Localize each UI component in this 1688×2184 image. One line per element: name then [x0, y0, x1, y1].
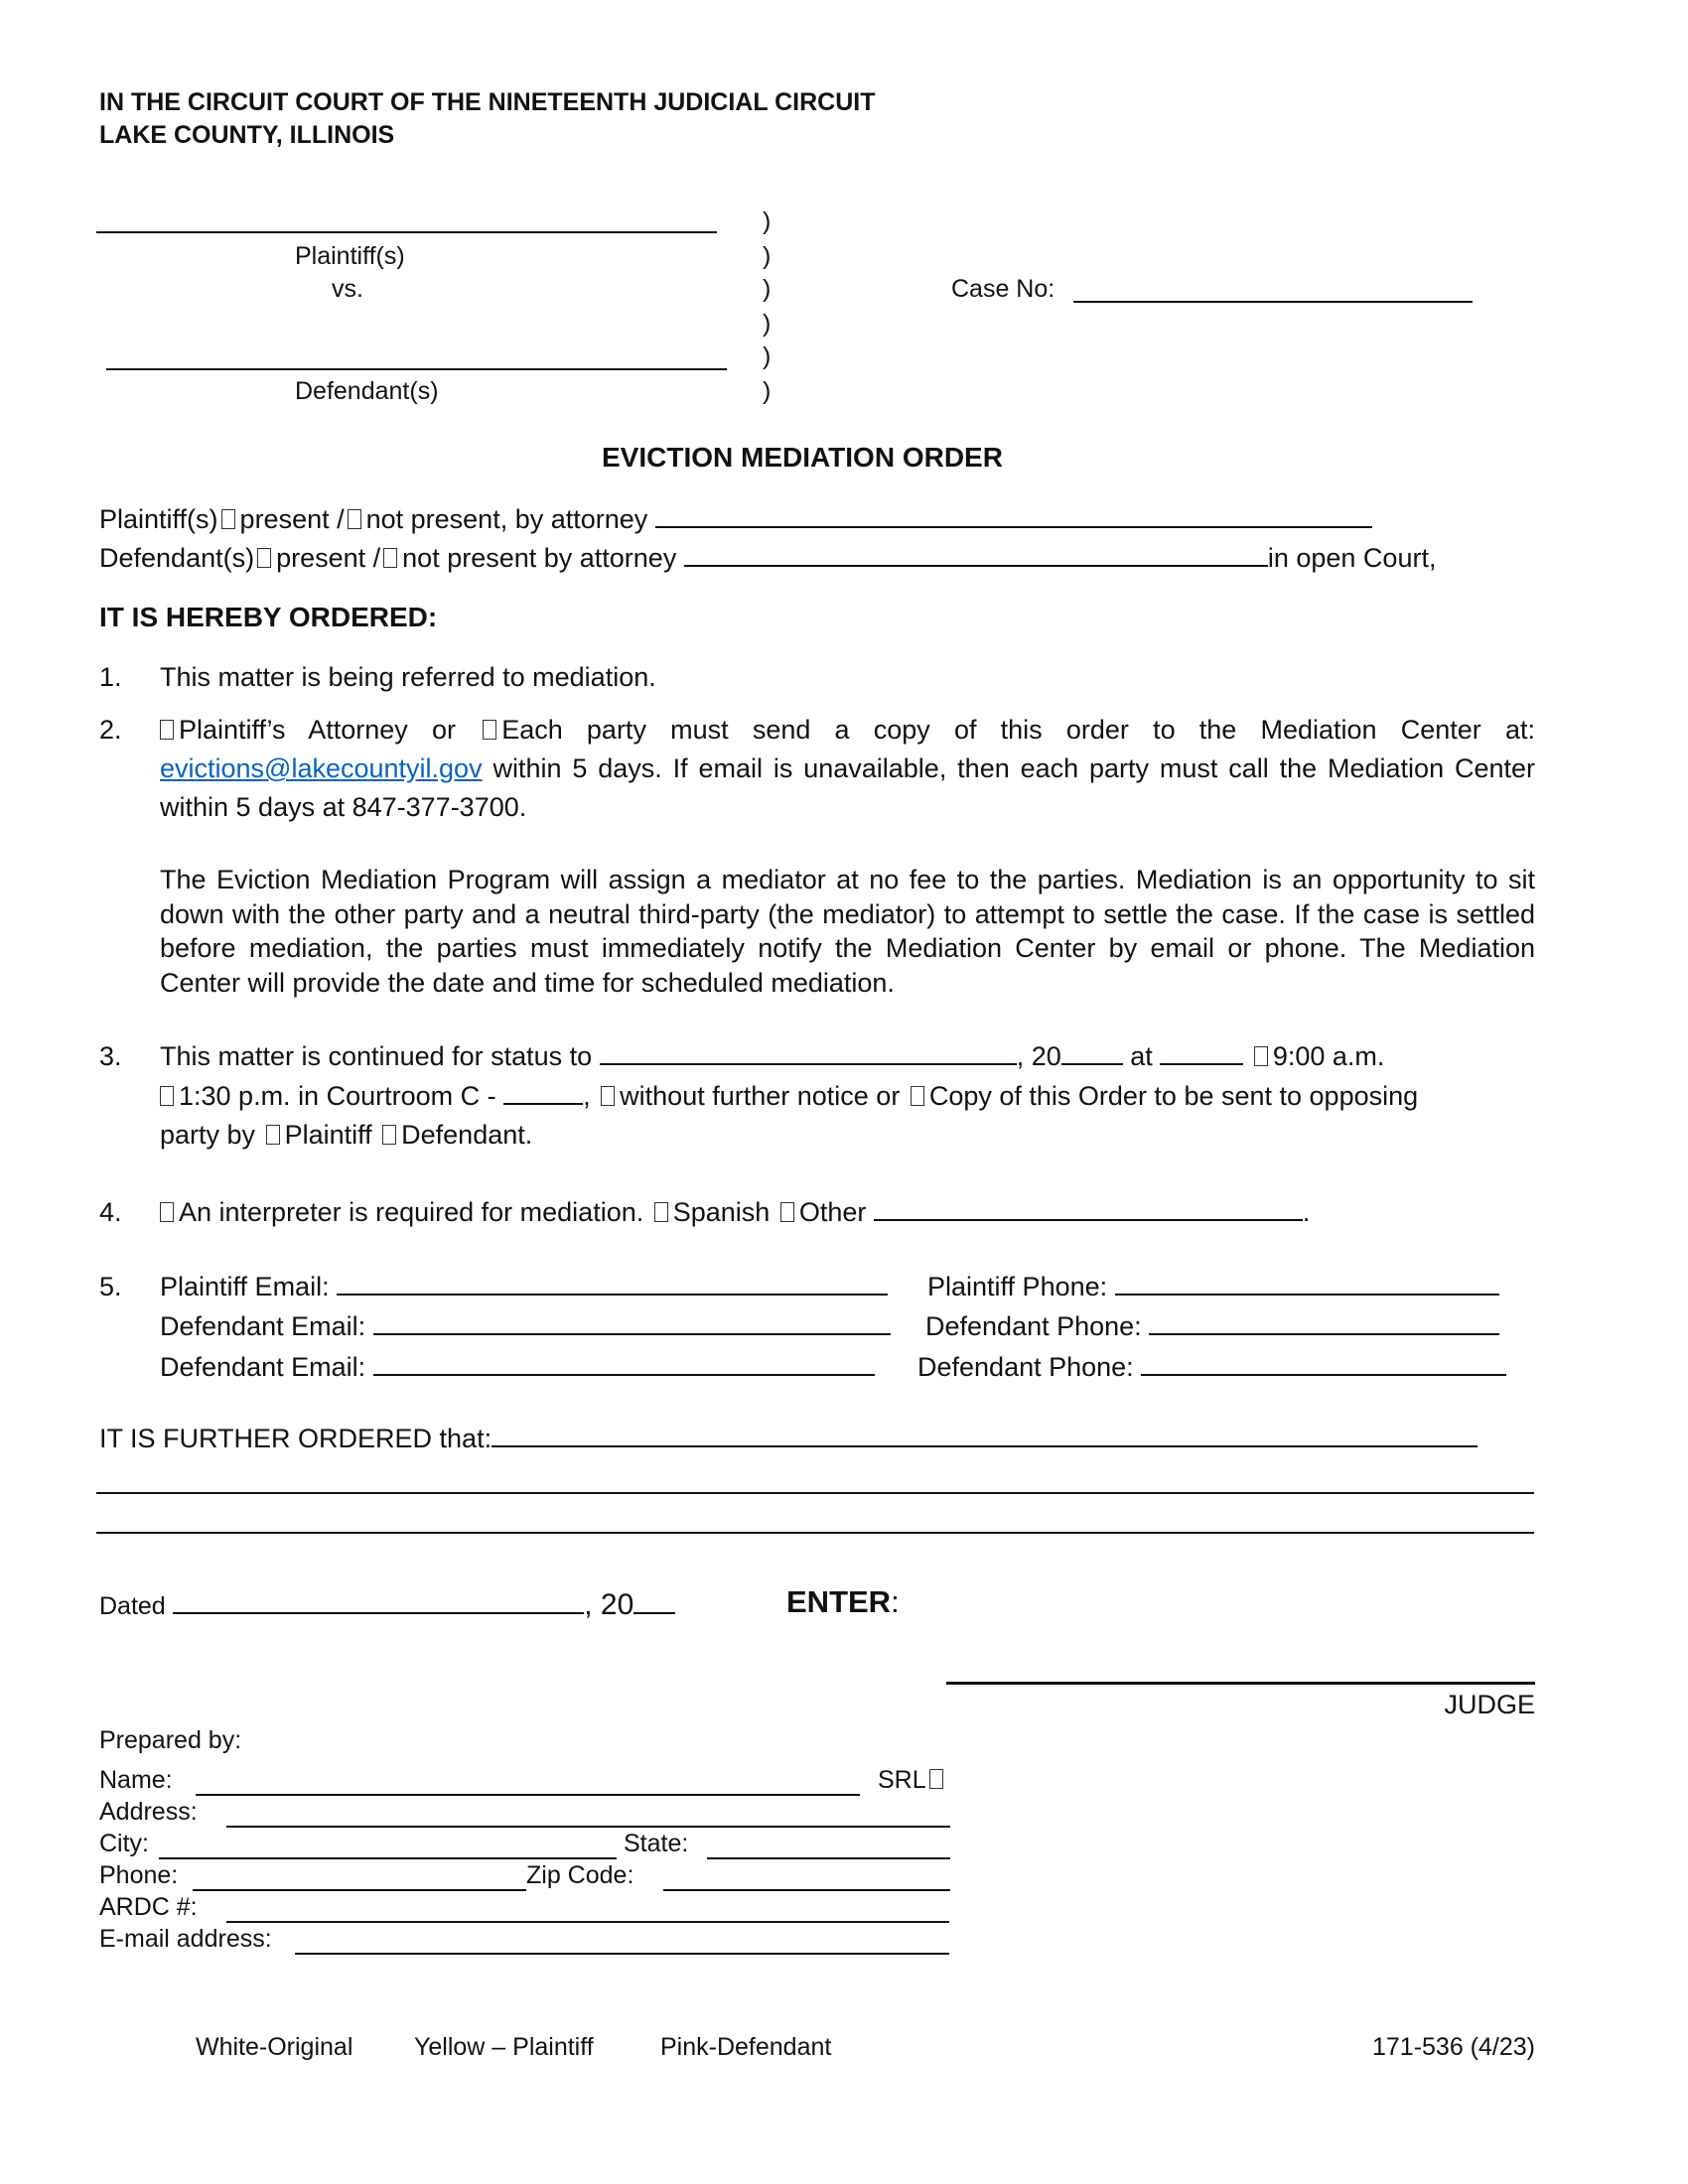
mediation-paragraph: The Eviction Mediation Program will assign a mediator at no fee to the parties. Mediation is an opportunity to sit down with the other party and a neutral third-party (the mediator) to attempt to settle the case. If the case is settled before mediation, the parties must immediately notify the Mediation Center by email or phone. The Mediation Center will provide the date and time for scheduled mediation.: [160, 865, 1535, 998]
caption-paren: ): [763, 310, 772, 338]
text: Each party must send a copy of this order to the Mediation Center at:: [501, 715, 1535, 745]
text: Plaintiff Email:: [160, 1272, 330, 1301]
plaintiff-email-row: [160, 1270, 888, 1303]
footer-white: White-Original: [196, 2033, 353, 2061]
page-title: EVICTION MEDIATION ORDER: [602, 442, 1003, 473]
further-ordered-row: [99, 1422, 1477, 1455]
state-label: State:: [624, 1830, 689, 1857]
judge-label: JUDGE: [1444, 1690, 1535, 1719]
defendant-present-checkbox[interactable]: [257, 548, 271, 568]
preparer-email-field[interactable]: [295, 1953, 949, 1955]
defendant-phone-row: [925, 1309, 1499, 1343]
text: not present, by attorney: [365, 504, 648, 534]
text: Defendant Email:: [160, 1311, 366, 1341]
defendant-phone-field[interactable]: [1149, 1309, 1499, 1335]
case-no-field[interactable]: [1073, 301, 1473, 303]
caption-paren: ): [763, 242, 772, 270]
item-3-line1: [160, 1039, 1384, 1073]
text: Defendant Phone:: [917, 1352, 1134, 1382]
text: Other: [798, 1197, 867, 1227]
text: not present by attorney: [402, 543, 677, 573]
text: Name:: [99, 1766, 173, 1794]
caption-paren: ): [763, 207, 772, 235]
plaintiff-not-present-checkbox[interactable]: [348, 509, 361, 529]
text: Defendant Phone:: [925, 1311, 1142, 1341]
plaintiff-name-field[interactable]: [96, 231, 717, 233]
text: present /: [239, 504, 345, 534]
text: ENTER: [786, 1584, 892, 1619]
state-field[interactable]: [707, 1857, 950, 1859]
defendant-appearance: [99, 541, 1436, 575]
text: :: [891, 1584, 900, 1619]
case-no-label: Case No:: [951, 275, 1055, 303]
ardc-field[interactable]: [226, 1921, 949, 1923]
text: , 20: [584, 1588, 634, 1621]
text: Defendant Email:: [160, 1352, 366, 1382]
dated-year-field[interactable]: [633, 1588, 675, 1614]
text: Plaintiff: [284, 1120, 372, 1150]
srl-checkbox[interactable]: [929, 1769, 943, 1789]
text: in open Court,: [1267, 543, 1437, 573]
text: without further notice or: [620, 1081, 901, 1111]
prepared-by-heading: Prepared by:: [99, 1726, 242, 1754]
status-date-field[interactable]: [600, 1039, 1017, 1065]
text: Defendant.: [401, 1120, 533, 1150]
nine-am-checkbox[interactable]: [1254, 1046, 1268, 1066]
text: Plaintiff’s Attorney or: [179, 715, 456, 745]
enter-label: [786, 1585, 900, 1619]
county-name: LAKE COUNTY, ILLINOIS: [99, 121, 395, 149]
by-plaintiff-checkbox[interactable]: [266, 1125, 280, 1145]
text: IT IS FURTHER ORDERED that:: [99, 1424, 492, 1453]
defendant-name-field[interactable]: [106, 368, 727, 370]
item-1-text: This matter is being referred to mediation.: [160, 662, 656, 692]
text: SRL: [878, 1766, 926, 1794]
defendant-not-present-checkbox[interactable]: [383, 548, 397, 568]
vs-label: vs.: [332, 275, 363, 303]
defendant-phone-field-2[interactable]: [1141, 1350, 1506, 1376]
text: 1:30 p.m. in Courtroom C -: [179, 1081, 496, 1111]
text: This matter is continued for status to: [160, 1041, 593, 1071]
text: ,: [583, 1081, 591, 1111]
defendant-email-row-2: [160, 1350, 875, 1384]
plaintiff-present-checkbox[interactable]: [221, 509, 235, 529]
plaintiff-appearance: [99, 502, 1372, 536]
form-number: 171-536 (4/23): [1371, 2033, 1535, 2061]
defendant-email-row: [160, 1309, 891, 1343]
preparer-name-field[interactable]: [196, 1794, 860, 1796]
text: Defendant(s): [99, 543, 255, 573]
text: , 20: [1016, 1041, 1061, 1071]
item-number: 2.: [99, 715, 122, 745]
defendant-email-field-2[interactable]: [373, 1350, 875, 1376]
address-field[interactable]: [226, 1826, 950, 1828]
judge-signature-line[interactable]: [946, 1682, 1535, 1685]
status-year-field[interactable]: [1061, 1039, 1123, 1065]
address-label: Address:: [99, 1798, 198, 1826]
plaintiff-email-field[interactable]: [337, 1270, 888, 1296]
defendant-phone-row-2: [917, 1350, 1506, 1384]
caption-paren: ): [763, 342, 772, 370]
plaintiff-attorney-field[interactable]: [655, 502, 1372, 528]
other-language-checkbox[interactable]: [780, 1202, 794, 1222]
text: Spanish: [672, 1197, 771, 1227]
item-number: 1.: [99, 662, 122, 692]
city-label: City:: [99, 1830, 149, 1857]
defendant-attorney-field[interactable]: [684, 541, 1268, 567]
by-defendant-checkbox[interactable]: [382, 1125, 396, 1145]
further-ordered-line-3[interactable]: [96, 1532, 1534, 1534]
dated-row: [99, 1588, 675, 1623]
text: at: [1122, 1041, 1161, 1071]
zip-label: Zip Code:: [526, 1861, 634, 1889]
text: 9:00 a.m.: [1272, 1041, 1385, 1071]
caption-paren: ): [763, 377, 772, 405]
item-number: 3.: [99, 1041, 122, 1071]
text: An interpreter is required for mediation.: [179, 1197, 644, 1227]
spanish-checkbox[interactable]: [654, 1202, 668, 1222]
copy-order-checkbox[interactable]: [911, 1086, 924, 1106]
footer-yellow: Yellow – Plaintiff: [414, 2033, 594, 2061]
item-number: 4.: [99, 1197, 122, 1227]
status-time-field[interactable]: [1160, 1039, 1243, 1065]
courtroom-field[interactable]: [503, 1079, 583, 1105]
other-language-field[interactable]: [874, 1195, 1303, 1221]
email-link[interactable]: evictions@lakecountyil.gov: [160, 753, 483, 783]
item-3-line3: [160, 1118, 532, 1152]
defendant-email-field[interactable]: [373, 1309, 891, 1335]
text: Copy of this Order to be sent to opposing: [928, 1081, 1419, 1111]
plaintiff-label: Plaintiff(s): [295, 242, 405, 270]
text: Dated: [99, 1592, 166, 1620]
text: present /: [276, 543, 381, 573]
further-ordered-field[interactable]: [492, 1422, 1477, 1447]
text: Plaintiff(s): [99, 504, 218, 534]
dated-field[interactable]: [173, 1588, 584, 1614]
text: within 5 days. If email is unavailable, then each party must call the Mediation Center within 5 days at 847-377-3700.: [160, 753, 1535, 822]
footer-pink: Pink-Defendant: [660, 2033, 832, 2061]
zip-field[interactable]: [663, 1889, 950, 1891]
text: .: [1302, 1197, 1311, 1227]
plaintiff-phone-field[interactable]: [1115, 1270, 1499, 1296]
ordered-heading: IT IS HEREBY ORDERED:: [99, 602, 438, 632]
court-name: IN THE CIRCUIT COURT OF THE NINETEENTH JUDICIAL CIRCUIT: [99, 88, 876, 116]
caption-paren: ): [763, 275, 772, 303]
phone-field[interactable]: [193, 1889, 526, 1891]
defendant-label: Defendant(s): [295, 377, 439, 405]
text: party by: [160, 1120, 256, 1150]
phone-label: Phone:: [99, 1861, 179, 1889]
text: Plaintiff Phone:: [927, 1272, 1108, 1301]
ardc-label: ARDC #:: [99, 1893, 198, 1921]
one-thirty-checkbox[interactable]: [160, 1086, 174, 1106]
item-4-text: [160, 1195, 1310, 1229]
item-3-line2: [160, 1079, 1418, 1113]
each-party-checkbox[interactable]: [483, 720, 496, 740]
further-ordered-line-2[interactable]: [96, 1492, 1534, 1494]
item-2-text: [160, 711, 1535, 827]
email-label: E-mail address:: [99, 1925, 272, 1953]
plaintiff-attorney-checkbox[interactable]: [160, 720, 174, 740]
plaintiff-phone-row: [927, 1270, 1499, 1303]
item-number: 5.: [99, 1272, 122, 1301]
interpreter-checkbox[interactable]: [160, 1202, 174, 1222]
without-notice-checkbox[interactable]: [601, 1086, 615, 1106]
